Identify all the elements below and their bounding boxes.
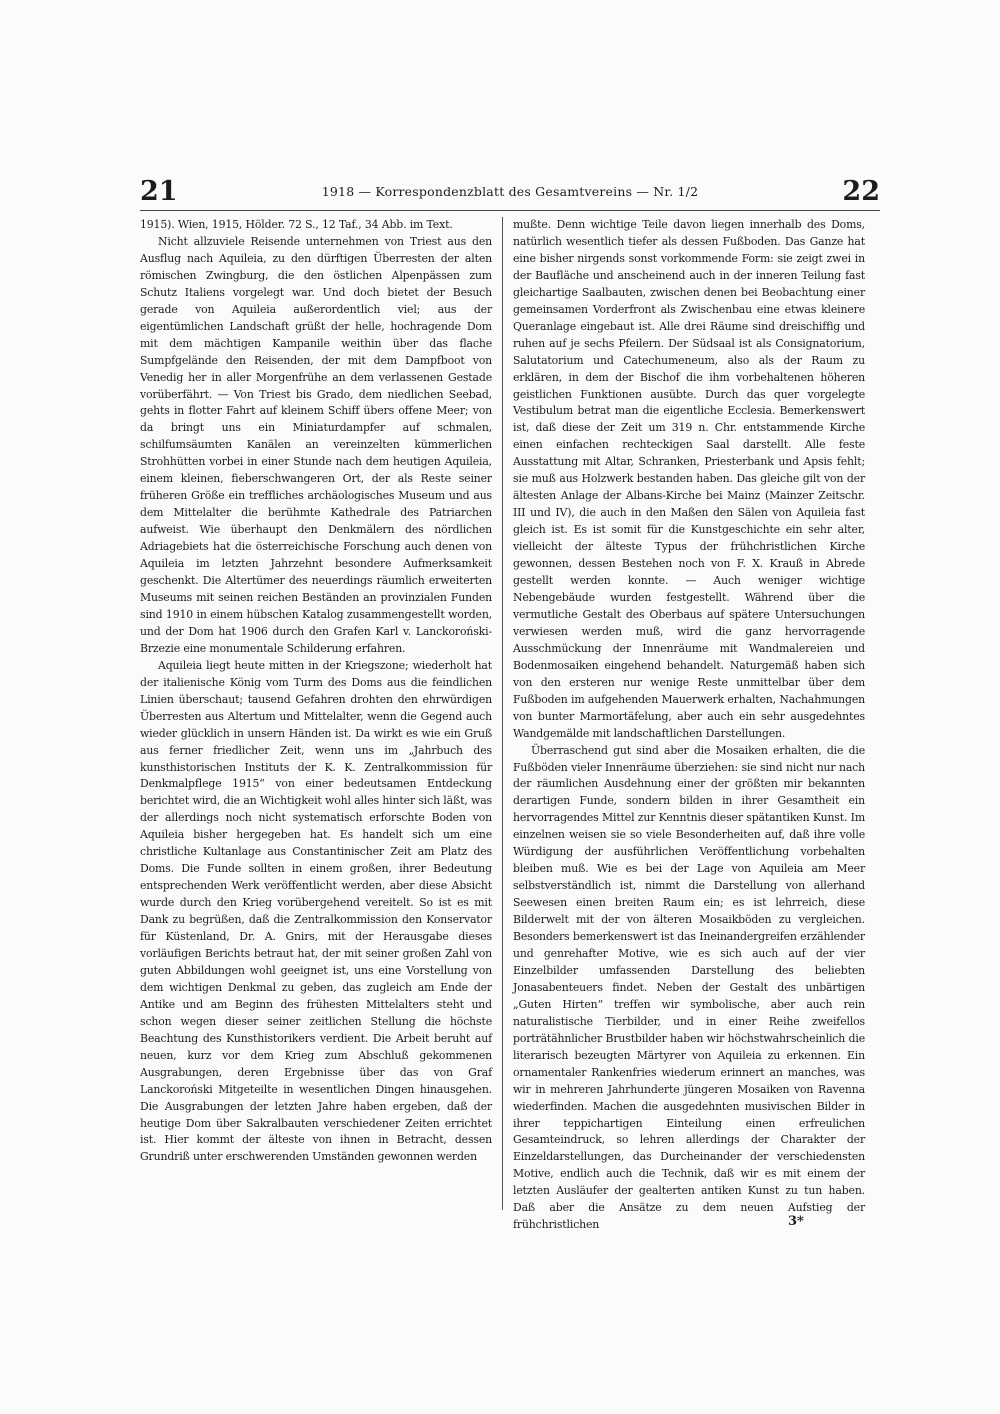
- paragraph: mußte. Denn wichtige Teile davon liegen innerhalb des Doms, natürlich wesentlich tiefer als dessen Fußboden. Das Ganze hat eine bisher nirgends sonst vorkommende Form: sie zeigt zwei in der Baufläche und anscheinend auch in der inneren Teilung fast gleichartige Saalbauten, zwischen denen bei Beobachtung einer gemeinsamen Vorderfront als Zwischenbau eine etwas kleinere Queranlage eingebaut ist. Alle drei Räume sind dreischiffig und ruhen auf je sechs Pfeilern. Der Südsaal ist als Consignatorium, Salutatorium und Catechumeneum, also als der Raum zu erklären, in dem der Bischof die ihm vorbehaltenen höheren geistlichen Funktionen ausübte. Durch das quer vorgelegte Vestibulum betrat man die eigentliche Ecclesia. Bemerkenswert ist, daß diese der Zeit um 319 n. Chr. entstammende Kirche einen einfachen rechteckigen Saal darstellt. Alle feste Ausstattung mit Altar, Schranken, Priesterbank und Apsis fehlt; sie muß aus Holzwerk bestanden haben. Das gleiche gilt von der ältesten Anlage der Albans-Kirche bei Mainz (Mainzer Zeitschr. III und IV), die auch in den Maßen den Sälen von Aquileia fast gleich ist. Es ist somit für die Kunstgeschichte ein sehr alter, vielleicht der älteste Typus der frühchristlichen Kirche gewonnen, dessen Bestehen noch von F. X. Krauß in Abrede gestellt werden konnte. — Auch weniger wichtige Nebengebäude wurden festgestellt. Während über die vermutliche Gestalt des Oberbaus auf spätere Untersuchungen verwiesen werden muß, wird die ganz hervorragende Ausschmückung der Innenräume mit Wandmalereien und Bodenmosaiken eingehend behandelt. Naturgemäß haben sich von den ersteren nur wenige Reste unmittelbar über dem Fußboden im aufgehenden Mauerwerk erhalten, Nachahmungen von bunter Marmortäfelung, aber auch ein sehr ausgedehntes Wandgemälde mit landschaftlichen Darstellungen.: [513, 218, 865, 740]
- left-column: [140, 217, 492, 1166]
- paragraph: Überraschend gut sind aber die Mosaiken erhalten, die die Fußböden vieler Innenräume überziehen: sie sind nicht nur nach der räumlichen Ausdehnung einer der größten mir bekannten derartigen Funde, sondern bilden in ihrer Gesamtheit ein hervorragendes Mittel zur Kenntnis dieser spätantiken Kunst. Im einzelnen weisen sie so viele Besonderheiten auf, daß ihre volle Würdigung der ausführlichen Veröffentlichung vorbehalten bleiben muß. Wie es bei der Lage von Aquileia am Meer selbstverständlich ist, nimmt die Darstellung von allerhand Seewesen einen breiten Raum ein; es ist lehrreich, diese Bilderwelt mit der von älteren Mosaikböden zu vergleichen. Besonders bemerkenswert ist das Ineinandergreifen erzählender und genrehafter Motive, wie es sich auch auf der vier Einzelbilder umfassenden Darstellung des beliebten Jonasabenteuers findet. Neben der Gestalt des unbärtigen „Guten Hirten“ treffen wir symbolische, aber auch rein naturalistische Tierbilder, und in einer Reihe zweifellos porträtähnlicher Brustbilder haben wir höchstwahrscheinlich die literarisch bezeugten Märtyrer von Aquileia zu erkennen. Ein ornamentaler Rankenfries wiederum erinnert an manches, was wir in mehreren Jahrhunderte jüngeren Mosaiken von Ravenna wiederfinden. Machen die ausgedehnten musivischen Bilder in ihrer teppichartigen Einteilung einen erfreulichen Gesamteindruck, so lehren allerdings der Charakter der Einzeldarstellungen, das Durcheinander der verschiedensten Motive, endlich auch die Technik, daß wir es mit einem der letzten Ausläufer der gealterten antiken Kunst zu tun haben. Daß aber die Ansätze zu dem neuen Aufstieg der frühchristlichen: [513, 743, 865, 1232]
- right-column: [513, 217, 865, 1234]
- paragraph: Nicht allzuviele Reisende unternehmen von Triest aus den Ausflug nach Aquileia, zu den dürftigen Überresten der alten römischen Zwingburg, die den östlichen Alpenpässen zum Schutz Italiens vorgelegt war. Und doch bietet der Besuch gerade von Aquileia außerordentlich viel; aus der eigentümlichen Landschaft grüßt der helle, hochragende Dom mit dem mächtigen Kampanile weithin über das flache Sumpfgelände den Reisenden, der mit dem Dampfboot von Venedig her in aller Morgenfrühe an dem verlassenen Gestade vorüberfährt. — Von Triest bis Grado, dem niedlichen Seebad, gehts in flotter Fahrt auf kleinem Schiff übers offene Meer; von da bringt uns ein Miniaturdampfer auf schmalen, schilfumsäumten Kanälen an vereinzelten kümmerlichen Strohhütten vorbei in einer Stunde nach dem heutigen Aquileia, einem kleinen, fieberschwangeren Ort, der als Reste seiner früheren Größe ein treffliches archäologisches Museum und aus dem Mittelalter die berühmte Kathedrale des Patriarchen aufweist. Wie überhaupt den Denkmälern des nördlichen Adriagebiets hat die österreichische Forschung auch denen von Aquileia im letzten Jahrzehnt besondere Aufmerksamkeit geschenkt. Die Altertümer des neuerdings räumlich erweiterten Museums mit seinen reichen Beständen an provinzialen Funden sind 1910 in einem hübschen Katalog zusammengestellt worden, und der Dom hat 1906 durch den Grafen Karl v. Lanckoroński-Brzezie eine monumentale Schilderung erfahren.: [140, 234, 492, 655]
- left-page-number: 21: [140, 176, 178, 207]
- signature-mark: 3*: [788, 1214, 804, 1229]
- right-page-number: 22: [842, 176, 880, 207]
- paragraph: 1915). Wien, 1915, Hölder. 72 S., 12 Taf., 34 Abb. im Text.: [140, 218, 453, 231]
- running-title: 1918 — Korrespondenzblatt des Gesamtvereins — Nr. 1/2: [321, 184, 699, 199]
- column-divider: [502, 217, 503, 1210]
- page-header: [140, 176, 880, 208]
- header-rule: [140, 210, 880, 211]
- paragraph: Aquileia liegt heute mitten in der Kriegszone; wiederholt hat der italienische König vom Turm des Doms aus die feindlichen Linien überschaut; tausend Gefahren drohten den ehrwürdigen Überresten aus Altertum und Mittelalter, wenn die Gegend auch wieder glücklich in unsern Händen ist. Da wirkt es wie ein Gruß aus ferner friedlicher Zeit, wenn uns im „Jahrbuch des kunsthistorischen Instituts der K. K. Zentralkommission für Denkmalpflege 1915“ von einer bedeutsamen Entdeckung berichtet wird, die an Wichtigkeit wohl alles hinter sich läßt, was der allerdings noch nicht systematisch erforschte Boden von Aquileia bisher hergegeben hat. Es handelt sich um eine christliche Kultanlage aus Constantinischer Zeit am Platz des Doms. Die Funde sollten in einem großen, ihrer Bedeutung entsprechenden Werk veröffentlicht werden, aber diese Absicht wurde durch den Krieg vorübergehend vereitelt. So ist es mit Dank zu begrüßen, daß die Zentralkommission den Konservator für Küstenland, Dr. A. Gnirs, mit der Herausgabe dieses vorläufigen Berichts betraut hat, der mit seiner großen Zahl von guten Abbildungen wohl geeignet ist, uns eine Vorstellung von dem wichtigen Denkmal zu geben, das zugleich am Ende der Antike und am Beginn des frühesten Mittelalters steht und schon wegen dieser seiner zeitlichen Stellung die höchste Beachtung des Kunsthistorikers verdient. Die Arbeit beruht auf neuen, kurz vor dem Krieg zum Abschluß gekommenen Ausgrabungen, deren Ergebnisse über das von Graf Lanckoroński Mitgeteilte in wesentlichen Dingen hinausgehen. Die Ausgrabungen der letzten Jahre haben ergeben, daß der heutige Dom über Sakralbauten verschiedener Zeiten errichtet ist. Hier kommt der älteste von ihnen in Betracht, dessen Grundriß unter erschwerenden Umständen gewonnen werden: [140, 658, 492, 1164]
